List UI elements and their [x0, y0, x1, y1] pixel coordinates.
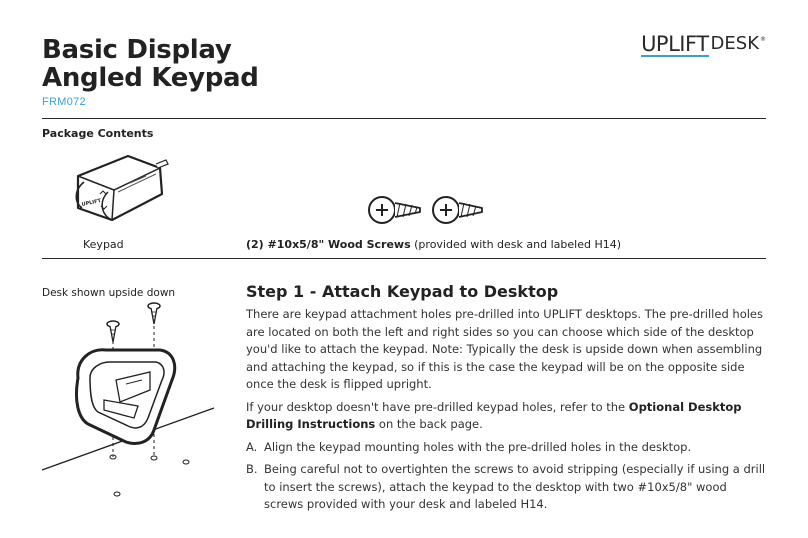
wood-screws-image — [364, 190, 484, 230]
product-code: FRM072 — [42, 96, 86, 108]
title-line-2: Angled Keypad — [42, 63, 259, 93]
list-item-marker: A. — [246, 439, 258, 454]
keypad-installation-illustration — [42, 300, 232, 530]
desk-hole-icon — [110, 455, 189, 496]
list-item-text: Align the keypad mounting holes with the pre-drilled holes in the desktop. — [264, 439, 692, 454]
list-item — [246, 439, 766, 457]
step-1-body — [246, 306, 766, 519]
keypad-caption: Keypad — [83, 238, 124, 251]
section-divider — [42, 258, 766, 259]
screws-caption-bold: (2) #10x5/8" Wood Screws — [246, 238, 411, 251]
wood-screws-caption — [246, 238, 621, 251]
paragraph-2-text: If your desktop doesn't have pre-drilled keypad holes, refer to the — [246, 399, 629, 414]
logo-uplift: UPLIFT — [641, 32, 709, 56]
keypad-upside-down-drawing — [76, 350, 174, 444]
title-line-1: Basic Display — [42, 35, 232, 65]
step-1-list — [246, 439, 766, 514]
list-item-text: Being careful not to overtighten the screws to avoid stripping (especially if using a drill to insert the screws), attach the keypad to the desktop with two #10x5/8" wood screws provided with your desk and labeled H14. — [264, 462, 766, 511]
logo-registered-mark: ® — [760, 36, 766, 43]
screw-icon — [148, 303, 160, 324]
list-item — [246, 461, 766, 514]
step-1-paragraph-1: There are keypad attachment holes pre-drilled into UPLIFT desktops. The pre-drilled holes are located on both the left and right sides so you can choose which side of the desktop you'd like to attach the keypad. Note: Typically the desk is upside down when assembling and attaching the keypad, so if this is the case the keypad will be on the opposite side once the desk is flipped upright. — [246, 307, 763, 391]
uplift-desk-logo — [641, 34, 766, 57]
document-title — [42, 36, 259, 92]
package-contents-heading: Package Contents — [42, 127, 154, 140]
screw-icon — [107, 321, 119, 342]
keypad-image — [64, 150, 174, 230]
step-1-heading: Step 1 - Attach Keypad to Desktop — [246, 282, 559, 301]
keypad-brand-label: UPLIFT — [81, 198, 102, 208]
list-item-marker: B. — [246, 462, 258, 476]
screws-caption-rest: (provided with desk and labeled H14) — [410, 238, 621, 251]
desk-upside-down-caption: Desk shown upside down — [42, 287, 176, 299]
screw-icon — [369, 197, 420, 223]
drilling-instructions-reference: Optional Desktop Drilling Instructions — [246, 399, 742, 431]
paragraph-2-tail: on the back page. — [375, 417, 483, 431]
step-1-paragraph-2 — [246, 399, 766, 434]
logo-desk: DESK — [710, 33, 759, 54]
header-divider — [42, 118, 766, 119]
screw-icon — [433, 197, 482, 223]
